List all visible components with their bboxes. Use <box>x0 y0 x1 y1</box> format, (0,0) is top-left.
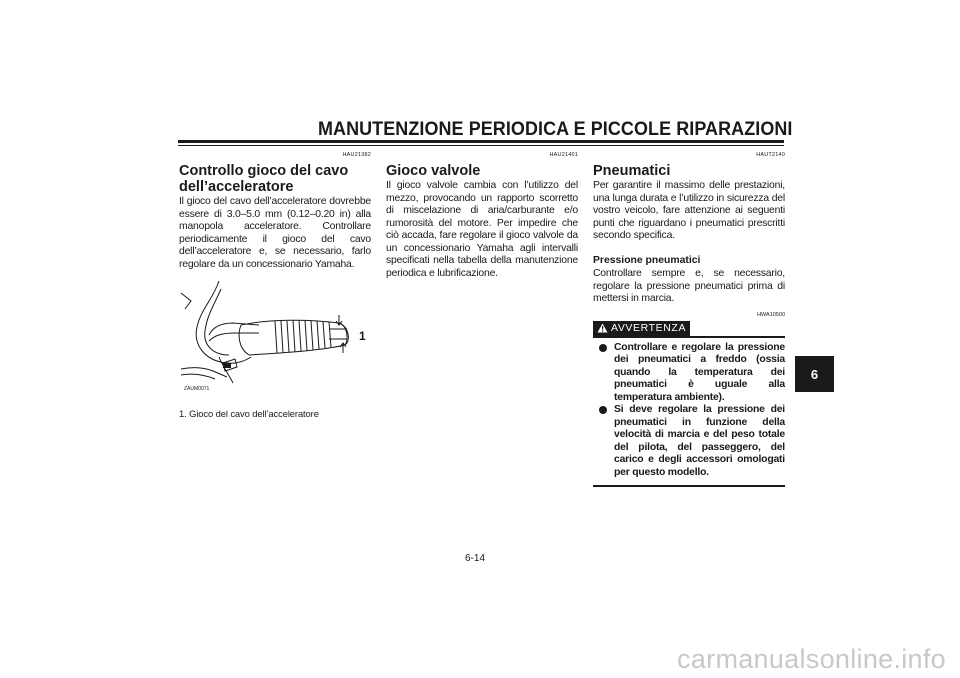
subsection-heading: Pressione pneumatici <box>593 254 701 266</box>
section-heading-line2: dell’acceleratore <box>179 179 294 195</box>
warning-label: AVVERTENZA <box>611 322 687 334</box>
watermark: carmanualsonline.info <box>677 644 946 674</box>
page-number: 6-14 <box>465 553 486 564</box>
section-code: HAU21382 <box>342 152 371 158</box>
section-heading: Pneumatici <box>593 163 671 179</box>
section-body: Il gioco del cavo dell’acceleratore dovrebbe essere di 3.0–5.0 mm (0.12–0.20 in) alla manopola acceleratore. Controllare periodicamente il gioco del cavo dell’acceleratore e, se necessario, farlo regolare da un concessionario Yamaha. <box>179 196 371 270</box>
section-throttle-cable <box>179 152 371 419</box>
section-code: HAU21401 <box>549 152 578 158</box>
warning-item <box>593 342 785 405</box>
section-body: Il gioco valvole cambia con l’utilizzo del mezzo, provocando un rapporto scorretto di miscelazione di aria/carburante e/o rumorosità del motore. Per impedire che ciò accada, fare regolare il gioco valvole da un concessionario Yamaha agli intervalli specificati nella tabella della manutenzione periodica e lubrificazione. <box>386 180 578 279</box>
throttle-grip-illustration <box>179 279 371 397</box>
warning-badge <box>593 321 690 336</box>
section-valve-clearance <box>386 152 578 280</box>
figure-code: ZAUM0071 <box>184 386 210 392</box>
header-rule-thin <box>178 145 784 146</box>
warning-header <box>593 321 785 337</box>
warning-item-text: Controllare e regolare la pressione dei pneumatici a freddo (ossia quando la temperatura dei pneumatici è uguale alla temperatura ambiente). <box>614 341 785 403</box>
throttle-grip-drawing <box>179 279 369 397</box>
section-code: HAUT2140 <box>756 152 785 158</box>
header-rule-thick <box>178 140 784 143</box>
figure-callout-1: 1 <box>359 329 366 343</box>
bullet-icon <box>599 406 607 414</box>
warning-item-text: Si deve regolare la pressione dei pneumatici in funzione della velocità di marcia e del peso totale del pilota, del passeggero, del carico e degli accessori omologati per questo modello. <box>614 404 785 478</box>
bullet-icon <box>599 344 607 352</box>
subsection-body: Controllare sempre e, se necessario, regolare la pressione pneumatici prima di mettersi in marcia. <box>593 268 785 304</box>
warning-rule <box>593 336 785 338</box>
figure-caption: 1. Gioco del cavo dell’acceleratore <box>179 408 319 419</box>
section-body: Per garantire il massimo delle prestazioni, una lunga durata e l’utilizzo in sicurezza del vostro veicolo, fare attenzione ai seguenti punti che riguardano i pneumatici prescritti secondo specifica. <box>593 180 785 241</box>
chapter-tab[interactable]: 6 <box>795 356 834 392</box>
section-heading: Gioco valvole <box>386 163 481 179</box>
section-heading-line1: Controllo gioco del cavo <box>179 163 349 179</box>
warning-item <box>593 404 785 479</box>
warning-end-rule <box>593 485 785 487</box>
section-tires <box>593 152 785 487</box>
warning-list <box>593 342 785 480</box>
section-heading <box>179 163 371 195</box>
warning-triangle-icon <box>597 323 608 333</box>
page-title: MANUTENZIONE PERIODICA E PICCOLE RIPARAZIONI <box>318 118 793 140</box>
warning-code: HWA10500 <box>757 311 785 318</box>
